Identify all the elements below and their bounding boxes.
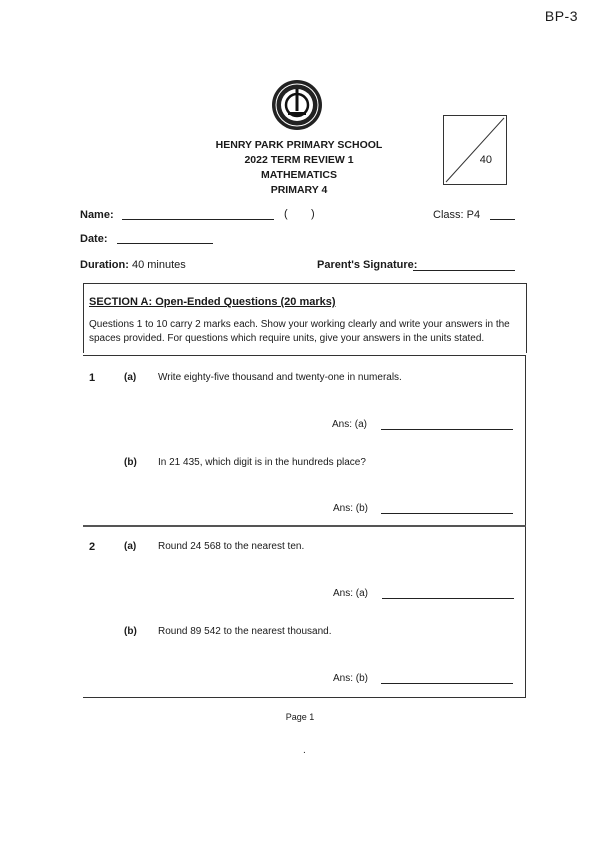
question-part-label: (a) bbox=[124, 372, 137, 383]
parent-signature-field[interactable] bbox=[413, 270, 515, 271]
school-name: HENRY PARK PRIMARY SCHOOL bbox=[215, 139, 383, 151]
exam-title: 2022 TERM REVIEW 1 bbox=[244, 154, 354, 166]
divider bbox=[83, 525, 526, 527]
name-label: Name: bbox=[80, 209, 114, 221]
question-part-label: (b) bbox=[124, 457, 137, 468]
class-label: Class: P4 bbox=[433, 209, 481, 221]
answer-field[interactable] bbox=[381, 429, 513, 430]
document-code: BP-3 bbox=[544, 8, 578, 24]
index-paren-close: ) bbox=[311, 208, 315, 220]
answer-label: Ans: (b) bbox=[333, 503, 369, 514]
answer-field[interactable] bbox=[382, 598, 514, 599]
stray-mark: . bbox=[303, 745, 306, 756]
question-number: 2 bbox=[89, 541, 96, 553]
question-border bbox=[525, 355, 526, 525]
index-paren-open: ( bbox=[284, 208, 288, 220]
parent-signature-label: Parent's Signature: bbox=[317, 259, 418, 271]
level-title: PRIMARY 4 bbox=[270, 184, 328, 196]
section-title: SECTION A: Open-Ended Questions (20 marks) bbox=[89, 296, 336, 308]
score-box bbox=[443, 115, 507, 185]
question-part-label: (b) bbox=[124, 626, 137, 637]
question-text: In 21 435, which digit is in the hundreds place? bbox=[158, 457, 366, 468]
exam-header bbox=[0, 138, 600, 198]
question-text: Round 89 542 to the nearest thousand. bbox=[158, 626, 332, 637]
divider bbox=[83, 697, 526, 698]
score-total: 40 bbox=[479, 154, 492, 166]
answer-label: Ans: (a) bbox=[333, 588, 369, 599]
answer-label: Ans: (b) bbox=[333, 673, 369, 684]
duration-row bbox=[80, 259, 186, 271]
date-label: Date: bbox=[80, 233, 108, 245]
question-text: Write eighty-five thousand and twenty-one in numerals. bbox=[158, 372, 402, 383]
school-crest-logo bbox=[270, 78, 324, 132]
page-number: Page 1 bbox=[285, 712, 315, 722]
divider bbox=[83, 355, 526, 356]
score-box-diagonal bbox=[444, 116, 506, 184]
subject-title: MATHEMATICS bbox=[260, 169, 338, 181]
section-instructions: Questions 1 to 10 carry 2 marks each. Show your working clearly and write your answers in the spaces provided. For questions which require units, give your answers in the units stated. bbox=[89, 319, 510, 344]
date-field[interactable] bbox=[117, 243, 213, 244]
class-field[interactable] bbox=[490, 219, 515, 220]
question-border bbox=[525, 527, 526, 697]
duration-label: Duration: bbox=[80, 259, 129, 271]
answer-field[interactable] bbox=[381, 683, 513, 684]
question-number: 1 bbox=[89, 372, 96, 384]
question-text: Round 24 568 to the nearest ten. bbox=[158, 541, 305, 552]
duration-value: 40 minutes bbox=[131, 259, 186, 271]
answer-label: Ans: (a) bbox=[332, 419, 368, 430]
question-part-label: (a) bbox=[124, 541, 137, 552]
answer-field[interactable] bbox=[381, 513, 513, 514]
name-field[interactable] bbox=[122, 219, 274, 220]
